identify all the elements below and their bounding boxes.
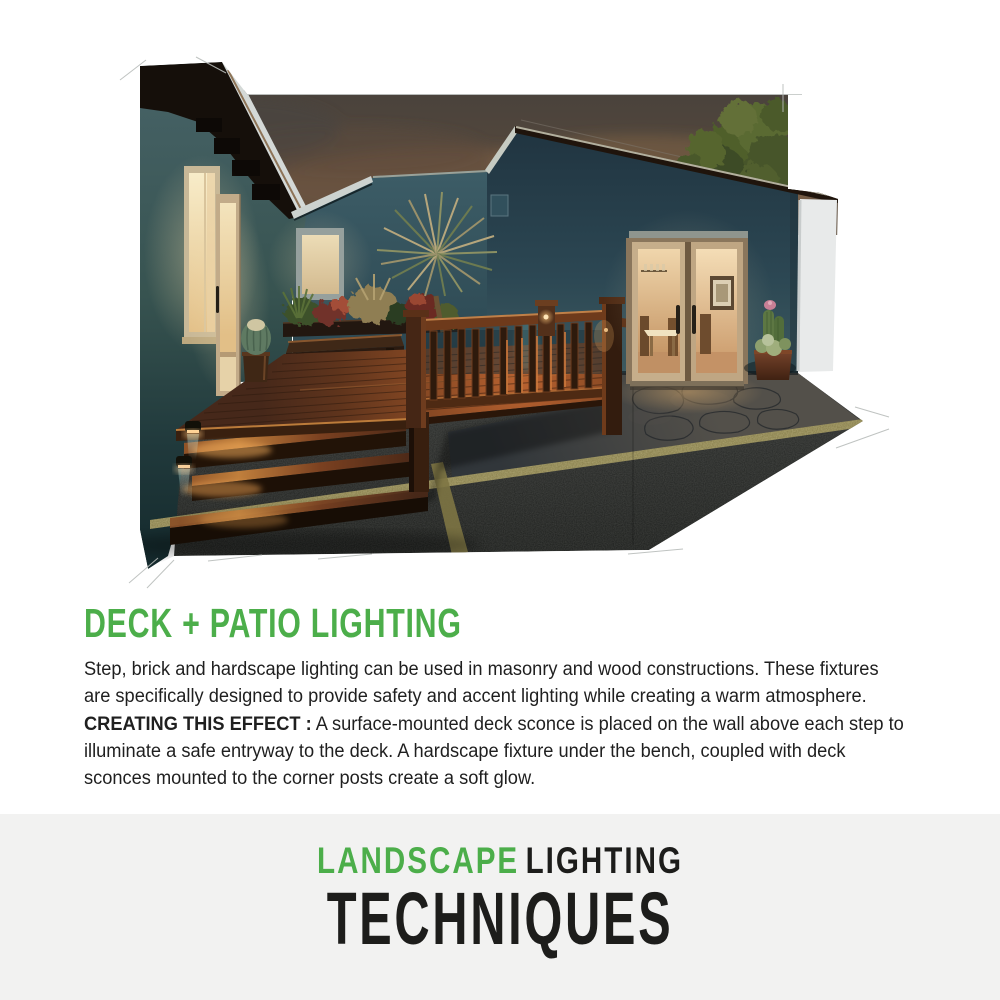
paragraph2-lead: CREATING THIS EFFECT : xyxy=(84,714,312,735)
side-return-panel xyxy=(798,199,837,372)
entry-door xyxy=(216,194,240,396)
paragraph2-body: A surface-mounted deck sconce is placed on the wall above each step to illuminate a safe entryway to the deck. A hardscape fixture under the bench, coupled with deck sconces mounted to the corner posts create a soft glow. xyxy=(84,714,904,789)
brand-techniques: TECHNIQUES xyxy=(326,877,674,960)
brand-lighting: LIGHTING xyxy=(525,840,683,881)
brand-line xyxy=(100,842,900,879)
middle-window xyxy=(296,228,344,300)
door-handle-left xyxy=(676,305,680,334)
door-handle xyxy=(216,286,219,313)
section-paragraph-2 xyxy=(84,711,904,792)
door-handle-right xyxy=(692,305,696,334)
post-sconce-light xyxy=(544,315,549,320)
footer-banner xyxy=(0,814,1000,1000)
corner-post-sconce-light xyxy=(604,328,608,332)
gable-vent xyxy=(491,195,508,216)
section-heading: DECK + PATIO LIGHTING xyxy=(84,600,462,646)
section-paragraph-1: Step, brick and hardscape lighting can be used in masonry and wood constructions. These fixtures are specifically designed to provide safety and accent lighting while creating a warm atmosphere. xyxy=(84,659,879,707)
brand-landscape: LANDSCAPE xyxy=(316,840,520,881)
french-doors xyxy=(626,231,748,390)
